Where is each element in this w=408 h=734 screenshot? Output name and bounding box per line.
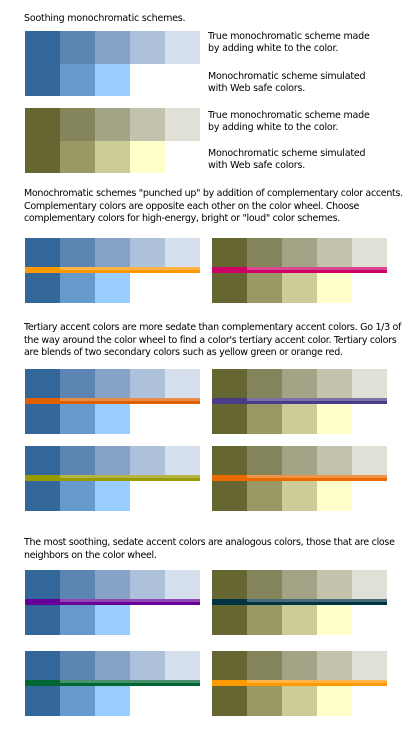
swatch-websafe-4 <box>317 684 352 716</box>
analogous-paragraph-line2: neighbors on the color wheel. <box>24 549 157 561</box>
swatch-websafe-1 <box>212 684 247 716</box>
swatch-websafe-2 <box>60 271 95 303</box>
swatch-websafe-2 <box>247 402 282 434</box>
olive-analogous-group-2 <box>212 651 387 716</box>
swatch-tint-5 <box>165 31 200 64</box>
swatch-websafe-3 <box>95 402 130 434</box>
monochromatic-heading: Soothing monochromatic schemes. <box>24 13 186 24</box>
blue-true-label-line1: True monochromatic scheme made <box>208 31 370 42</box>
blue-tertiary-group-2 <box>25 446 200 511</box>
analogous-paragraph-line1: The most soothing, sedate accent colors are analogous colors, those that are close <box>24 537 395 548</box>
swatch-websafe-2 <box>247 684 282 716</box>
swatch-websafe-1 <box>212 479 247 511</box>
accent-band-highlight <box>247 599 387 602</box>
swatch-websafe-2 <box>60 64 95 96</box>
blue-true-label-line2: by adding white to the color. <box>208 43 339 54</box>
swatch-websafe-1 <box>25 271 60 303</box>
swatch-websafe-4 <box>317 271 352 303</box>
blue-web-label-line2: with Web safe colors. <box>208 83 306 94</box>
swatch-websafe-3 <box>282 271 317 303</box>
olive-web-label-line1: Monochromatic scheme simulated <box>208 148 366 159</box>
blue-analogous-group-2 <box>25 651 200 716</box>
swatch-websafe-2 <box>60 141 95 173</box>
swatch-websafe-3 <box>282 402 317 434</box>
swatch-websafe-1 <box>25 479 60 511</box>
swatch-websafe-2 <box>60 479 95 511</box>
swatch-websafe-1 <box>25 64 60 96</box>
complementary-paragraph-line2: Complementary colors are opposite each other on the color wheel. Choose <box>24 200 360 212</box>
olive-true-label-line2: by adding white to the color. <box>208 122 339 133</box>
accent-band-highlight <box>247 398 387 401</box>
tertiary-paragraph-line3: are blends of two secondary colors such as yellow green or orange red. <box>24 347 343 358</box>
swatch-websafe-3 <box>282 479 317 511</box>
swatch-websafe-4 <box>317 479 352 511</box>
swatch-websafe-2 <box>60 402 95 434</box>
olive-true-label-line1: True monochromatic scheme made <box>208 110 370 121</box>
tertiary-paragraph-line2: the way around the color wheel to find a color's tertiary accent color. Tertiary colors <box>24 334 397 346</box>
swatch-tint-3 <box>95 108 130 141</box>
swatch-tint-2 <box>60 31 95 64</box>
swatch-websafe-4 <box>317 402 352 434</box>
blue-analogous-group-1 <box>25 570 200 635</box>
swatch-websafe-2 <box>247 479 282 511</box>
swatch-websafe-1 <box>25 684 60 716</box>
swatch-websafe-3 <box>95 603 130 635</box>
olive-analogous-group-1 <box>212 570 387 635</box>
swatch-tint-5 <box>165 108 200 141</box>
swatch-websafe-3 <box>282 603 317 635</box>
blue-complementary-group <box>25 238 200 303</box>
accent-band-highlight <box>60 398 200 401</box>
swatch-websafe-3 <box>282 684 317 716</box>
swatch-websafe-2 <box>247 603 282 635</box>
olive-web-label-line2: with Web safe colors. <box>208 160 306 171</box>
accent-band-highlight <box>60 267 200 270</box>
swatch-tint-2 <box>60 108 95 141</box>
swatch-websafe-3 <box>95 141 130 173</box>
swatch-websafe-1 <box>212 402 247 434</box>
blue-monochromatic-group <box>25 31 200 96</box>
olive-tertiary-group-1 <box>212 369 387 434</box>
swatch-websafe-1 <box>212 271 247 303</box>
swatch-websafe-2 <box>247 271 282 303</box>
tertiary-paragraph-line1: Tertiary accent colors are more sedate than complementary accent colors. Go 1/3 of <box>24 322 402 333</box>
accent-band-highlight <box>60 475 200 478</box>
swatch-websafe-3 <box>95 684 130 716</box>
complementary-paragraph-line1: Monochromatic schemes "punched up" by addition of complementary color accents. <box>24 188 403 199</box>
swatch-tint-4 <box>130 31 165 64</box>
accent-band-highlight <box>60 599 200 602</box>
swatch-websafe-1 <box>25 402 60 434</box>
swatch-websafe-3 <box>95 271 130 303</box>
accent-band-highlight <box>247 475 387 478</box>
swatch-tint-1 <box>25 108 60 141</box>
blue-tertiary-group-1 <box>25 369 200 434</box>
swatch-tint-1 <box>25 31 60 64</box>
accent-band-highlight <box>247 680 387 683</box>
swatch-websafe-2 <box>60 684 95 716</box>
swatch-websafe-3 <box>95 64 130 96</box>
olive-monochromatic-group <box>25 108 200 173</box>
olive-tertiary-group-2 <box>212 446 387 511</box>
swatch-websafe-3 <box>95 479 130 511</box>
swatch-websafe-1 <box>212 603 247 635</box>
swatch-tint-3 <box>95 31 130 64</box>
swatch-websafe-4 <box>317 603 352 635</box>
swatch-websafe-1 <box>25 603 60 635</box>
swatch-websafe-1 <box>25 141 60 173</box>
swatch-websafe-4 <box>130 141 165 173</box>
blue-web-label-line1: Monochromatic scheme simulated <box>208 71 366 82</box>
complementary-paragraph-line3: complementary colors for high-energy, bright or "loud" color schemes. <box>24 213 340 224</box>
olive-complementary-group <box>212 238 387 303</box>
swatch-websafe-2 <box>60 603 95 635</box>
accent-band-highlight <box>60 680 200 683</box>
swatch-tint-4 <box>130 108 165 141</box>
accent-band-highlight <box>247 267 387 270</box>
